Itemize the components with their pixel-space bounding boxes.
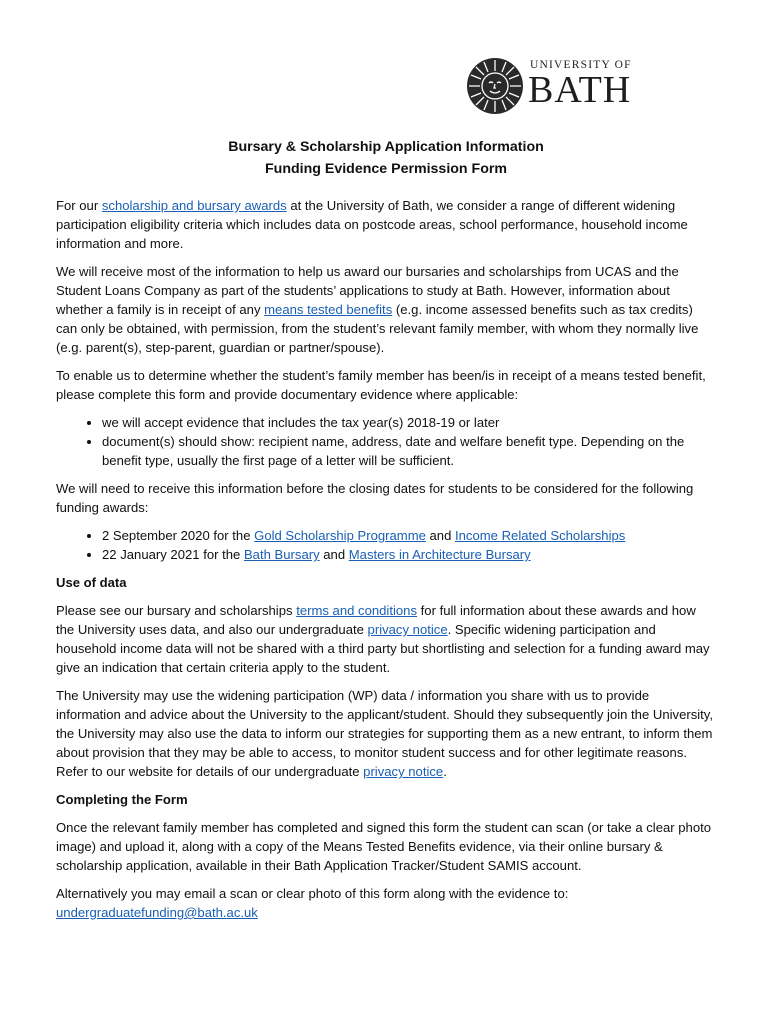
use-of-data-heading: Use of data xyxy=(56,575,127,590)
list-item xyxy=(102,545,716,564)
text: Alternatively you may email a scan or clear photo of this form along with the evidence to: xyxy=(56,886,569,901)
text: . xyxy=(443,764,447,779)
logo-bath: BATH xyxy=(528,69,632,111)
receive-text-after: (e.g. income assessed benefits such as tax credits) can only be obtained, with permission, from the student’s relevant family member, with whom they normally live (e.g. parent(s), step-parent, guardian or partner/spouse). xyxy=(56,302,699,355)
use-of-data-paragraph-1 xyxy=(56,601,716,677)
completing-paragraph-2 xyxy=(56,884,716,922)
text: for full information about these awards and how the University uses data, and also our undergraduate xyxy=(56,603,696,637)
receive-text-before: We will receive most of the information to help us award our bursaries and scholarships from UCAS and the Student Loans Company as part of the students’ applications to study at Bath. However, information about whether a family is in receipt of any xyxy=(56,264,679,317)
masters-architecture-bursary-link[interactable]: Masters in Architecture Bursary xyxy=(348,547,531,562)
date-text: 22 January 2021 for the xyxy=(102,547,244,562)
title-line-2: Funding Evidence Permission Form xyxy=(264,161,508,177)
email-link[interactable]: undergraduatefunding@bath.ac.uk xyxy=(56,905,258,920)
completing-paragraph-1: Once the relevant family member has completed and signed this form the student can scan (or take a clear photo image) and upload it, along with a copy of the Means Tested Benefits evidence, via their online bursary & scholarship application, available in their Bath Application Tracker/Student SAMIS account. xyxy=(56,820,712,873)
funding-dates-list xyxy=(56,526,716,564)
and-text: and xyxy=(319,547,349,562)
income-related-scholarships-link[interactable]: Income Related Scholarships xyxy=(455,528,626,543)
intro-text-after: at the University of Bath, we consider a range of different widening participation eligibility criteria which includes data on postcode areas, school performance, household income information and more. xyxy=(56,198,688,251)
evidence-list xyxy=(56,413,716,470)
sun-face-seal-icon xyxy=(466,57,524,115)
document-title xyxy=(56,136,716,180)
text: Please see our bursary and scholarships xyxy=(56,603,297,618)
intro-paragraph xyxy=(56,196,716,253)
intro-text-before: For our xyxy=(56,198,102,213)
means-tested-benefits-link[interactable]: means tested benefits xyxy=(264,302,393,317)
closing-dates-paragraph: We will need to receive this information before the closing dates for students to be considered for the following funding awards: xyxy=(56,481,694,515)
list-item xyxy=(102,526,716,545)
list-item: • document(s) should show: recipient name, address, date and welfare benefit type. Depending on the benefit type, usually the first page of a letter will be sufficient. xyxy=(102,432,716,470)
use-of-data-paragraph-2 xyxy=(56,686,716,781)
and-text: and xyxy=(425,528,456,543)
document-body xyxy=(56,136,716,931)
receive-paragraph xyxy=(56,262,716,357)
determine-paragraph: To enable us to determine whether the student’s family member has been/is in receipt of a means tested benefit, please complete this form and provide documentary evidence where applicable: xyxy=(56,368,706,402)
text: . Specific widening participation and household income data will not be shared with a third party but shortlisting and selection for a funding award may give an indication that certain criteria apply to the student. xyxy=(56,622,710,675)
privacy-notice-link[interactable]: privacy notice xyxy=(367,622,448,637)
date-text: 2 September 2020 for the xyxy=(102,528,255,543)
list-item: • we will accept evidence that includes the tax year(s) 2018-19 or later xyxy=(102,413,716,432)
scholarship-bursary-awards-link[interactable]: scholarship and bursary awards xyxy=(101,198,287,213)
gold-scholarship-link[interactable]: Gold Scholarship Programme xyxy=(254,528,426,543)
terms-and-conditions-link[interactable]: terms and conditions xyxy=(296,603,418,618)
bath-bursary-link[interactable]: Bath Bursary xyxy=(243,547,320,562)
text: The University may use the widening participation (WP) data / information you share with us to provide information and advice about the University to the applicant/student. Should they subsequently join the University, the University may also use the data to inform our strategies for supporting them as a new entrant, to inform them about provision that they may be able to access, to monitor student success and for other legitimate reasons. Refer to our website for details of our undergraduate xyxy=(56,688,714,779)
university-logo xyxy=(466,57,636,113)
completing-form-heading: Completing the Form xyxy=(56,792,188,807)
logo-university-of: UNIVERSITY OF xyxy=(530,59,632,71)
title-line-1: Bursary & Scholarship Application Information xyxy=(228,139,544,155)
privacy-notice-link-2[interactable]: privacy notice xyxy=(363,764,444,779)
